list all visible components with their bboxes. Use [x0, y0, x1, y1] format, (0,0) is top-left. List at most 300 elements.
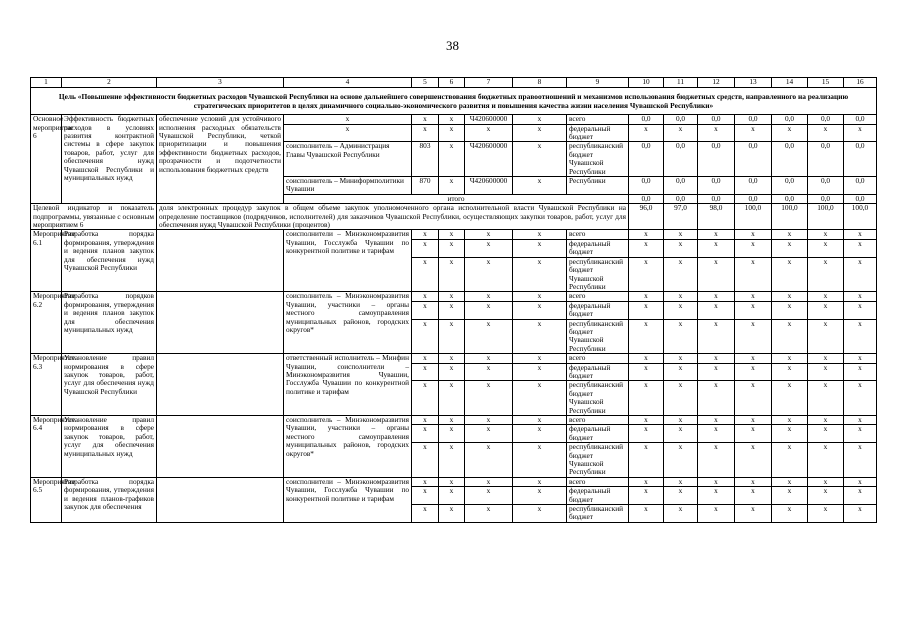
- column-number: 10: [629, 78, 664, 88]
- code-cell: x: [439, 487, 465, 505]
- indicator-value-cell: 100,0: [844, 204, 877, 230]
- value-cell: x: [772, 425, 808, 443]
- section-code-cell: x: [439, 142, 465, 177]
- gov-code-cell: x: [412, 124, 439, 142]
- code-cell: x: [412, 319, 439, 354]
- value-cell: x: [772, 487, 808, 505]
- value-cell: x: [735, 257, 772, 292]
- total-value-cell: 0,0: [629, 194, 664, 203]
- event-executor: соисполнители – Минэкономразвития Чувашии, Госслужба Чувашии по конкурентной политике и тарифам: [284, 477, 412, 522]
- funding-source-cell: всего: [567, 477, 629, 486]
- value-cell: x: [735, 416, 772, 425]
- goal-row: [31, 88, 877, 115]
- value-cell: x: [844, 292, 877, 301]
- event-label: Мероприятие 6.5: [31, 477, 62, 522]
- event-row: [31, 354, 877, 363]
- value-cell: x: [664, 257, 698, 292]
- value-cell: x: [772, 477, 808, 486]
- code-cell: x: [513, 230, 567, 239]
- value-cell: x: [844, 443, 877, 478]
- total-value-cell: 0,0: [772, 194, 808, 203]
- expense-code-cell: x: [513, 177, 567, 195]
- value-cell: x: [698, 425, 735, 443]
- event-executor: соисполнитель – Минэкономразвития Чувашии, участники – органы местного самоуправления муниципальных районов, городских округов*: [284, 292, 412, 354]
- value-cell: x: [698, 292, 735, 301]
- value-cell: x: [698, 301, 735, 319]
- main-activity-task: обеспечение условий для устойчивого исполнения расходных обязательств Чувашской Республики, четкой приоритизации и повышения эффективности бюджетных расходов, прозрачности и подотчетности использования бюджетных средств: [157, 115, 284, 204]
- column-number: 13: [735, 78, 772, 88]
- main-activity-row: [31, 115, 877, 124]
- value-cell: 0,0: [698, 177, 735, 195]
- value-cell: x: [698, 381, 735, 416]
- total-value-cell: 0,0: [698, 194, 735, 203]
- value-cell: x: [844, 301, 877, 319]
- section-code-cell: x: [439, 177, 465, 195]
- value-cell: x: [735, 381, 772, 416]
- code-cell: x: [412, 443, 439, 478]
- page-number: 38: [446, 38, 459, 53]
- event-task-cell: [157, 477, 284, 522]
- event-name: Разработка порядка формирования, утверждения и ведения планов-графиков закупок для обеспечения: [62, 477, 157, 522]
- code-cell: x: [513, 487, 567, 505]
- value-cell: x: [664, 239, 698, 257]
- indicator-value-cell: 100,0: [772, 204, 808, 230]
- value-cell: 0,0: [698, 142, 735, 177]
- column-number: 3: [157, 78, 284, 88]
- value-cell: x: [664, 319, 698, 354]
- value-cell: x: [844, 381, 877, 416]
- value-cell: x: [844, 505, 877, 523]
- indicator-text: доля электронных процедур закупок в общем объеме закупок уполномоченного органа исполнительной власти Чувашской Республики на определение поставщиков (подрядчиков, исполнителей) для заказчиков Чувашской Республики, осуществляющих закупки товаров, работ, услуг для обеспечения нужд Чувашской Республики (процентов): [157, 204, 629, 230]
- value-cell: x: [808, 363, 844, 381]
- code-cell: x: [465, 319, 513, 354]
- event-executor: ответственный исполнитель – Минфин Чувашии, соисполнители – Минэкономразвития Чувашии, Госслужба Чувашии по конкурентной политике и тарифам: [284, 354, 412, 416]
- value-cell: x: [664, 477, 698, 486]
- value-cell: x: [808, 477, 844, 486]
- event-label: Мероприятие 6.2: [31, 292, 62, 354]
- code-cell: x: [412, 354, 439, 363]
- funding-source-cell: республиканский бюджет: [567, 505, 629, 523]
- section-code-cell: x: [439, 115, 465, 124]
- value-cell: x: [844, 124, 877, 142]
- value-cell: x: [808, 443, 844, 478]
- code-cell: x: [412, 381, 439, 416]
- value-cell: x: [629, 443, 664, 478]
- value-cell: x: [735, 239, 772, 257]
- value-cell: 0,0: [629, 115, 664, 124]
- value-cell: x: [844, 257, 877, 292]
- code-cell: x: [439, 381, 465, 416]
- code-cell: x: [412, 487, 439, 505]
- value-cell: x: [808, 487, 844, 505]
- code-cell: x: [412, 505, 439, 523]
- value-cell: x: [629, 416, 664, 425]
- gov-code-cell: x: [412, 115, 439, 124]
- column-number: 5: [412, 78, 439, 88]
- value-cell: x: [772, 505, 808, 523]
- code-cell: x: [513, 319, 567, 354]
- code-cell: x: [439, 354, 465, 363]
- value-cell: x: [664, 301, 698, 319]
- event-name: Установление правил нормирования в сфере закупок товаров, работ, услуг для обеспечения муниципальных нужд: [62, 416, 157, 478]
- code-cell: x: [465, 505, 513, 523]
- value-cell: x: [808, 505, 844, 523]
- value-cell: x: [664, 443, 698, 478]
- value-cell: x: [772, 124, 808, 142]
- code-cell: x: [439, 443, 465, 478]
- value-cell: x: [735, 301, 772, 319]
- funding-source-cell: федеральный бюджет: [567, 487, 629, 505]
- section-code-cell: x: [439, 124, 465, 142]
- value-cell: x: [735, 443, 772, 478]
- indicator-value-cell: 97,0: [664, 204, 698, 230]
- value-cell: x: [698, 239, 735, 257]
- value-cell: x: [664, 354, 698, 363]
- event-name: Разработка порядков формирования, утверждения и ведения планов закупок для обеспечения муниципальных нужд: [62, 292, 157, 354]
- value-cell: 0,0: [735, 142, 772, 177]
- value-cell: x: [844, 239, 877, 257]
- value-cell: x: [772, 257, 808, 292]
- value-cell: 0,0: [735, 177, 772, 195]
- main-activity-label: Основное мероприятие 6: [31, 115, 62, 204]
- code-cell: x: [439, 505, 465, 523]
- column-number: 12: [698, 78, 735, 88]
- value-cell: x: [772, 443, 808, 478]
- value-cell: x: [808, 301, 844, 319]
- target-code-cell: x: [465, 124, 513, 142]
- executor-cell: x: [284, 124, 412, 142]
- value-cell: x: [698, 230, 735, 239]
- value-cell: x: [629, 319, 664, 354]
- value-cell: 0,0: [772, 115, 808, 124]
- code-cell: x: [513, 381, 567, 416]
- value-cell: 0,0: [844, 142, 877, 177]
- target-code-cell: Ч420600000: [465, 177, 513, 195]
- expense-code-cell: x: [513, 142, 567, 177]
- value-cell: x: [664, 124, 698, 142]
- value-cell: x: [629, 477, 664, 486]
- funding-source-cell: республиканский бюджет Чувашской Республики: [567, 142, 629, 177]
- event-task-cell: [157, 292, 284, 354]
- value-cell: 0,0: [698, 115, 735, 124]
- code-cell: x: [412, 301, 439, 319]
- value-cell: x: [698, 363, 735, 381]
- code-cell: x: [465, 239, 513, 257]
- code-cell: x: [513, 354, 567, 363]
- indicator-value-cell: 96,0: [629, 204, 664, 230]
- value-cell: x: [698, 443, 735, 478]
- value-cell: x: [772, 319, 808, 354]
- value-cell: x: [844, 416, 877, 425]
- event-task-cell: [157, 354, 284, 416]
- funding-source-cell: федеральный бюджет: [567, 425, 629, 443]
- code-cell: x: [513, 425, 567, 443]
- value-cell: x: [772, 239, 808, 257]
- value-cell: x: [735, 124, 772, 142]
- event-label: Мероприятие 6.4: [31, 416, 62, 478]
- value-cell: x: [772, 301, 808, 319]
- code-cell: x: [465, 487, 513, 505]
- value-cell: 0,0: [629, 142, 664, 177]
- value-cell: x: [698, 487, 735, 505]
- code-cell: x: [465, 425, 513, 443]
- event-task-cell: [157, 416, 284, 478]
- value-cell: x: [844, 363, 877, 381]
- value-cell: x: [772, 354, 808, 363]
- executor-cell: соисполнитель – Миниформполитики Чувашии: [284, 177, 412, 195]
- code-cell: x: [412, 257, 439, 292]
- value-cell: x: [735, 319, 772, 354]
- code-cell: x: [412, 477, 439, 486]
- value-cell: x: [664, 505, 698, 523]
- code-cell: x: [513, 505, 567, 523]
- value-cell: x: [772, 363, 808, 381]
- code-cell: x: [513, 239, 567, 257]
- value-cell: 0,0: [808, 142, 844, 177]
- total-value-cell: 0,0: [844, 194, 877, 203]
- value-cell: x: [698, 416, 735, 425]
- code-cell: x: [513, 443, 567, 478]
- column-number: 16: [844, 78, 877, 88]
- column-number: 9: [567, 78, 629, 88]
- value-cell: x: [844, 477, 877, 486]
- value-cell: x: [808, 292, 844, 301]
- value-cell: 0,0: [664, 177, 698, 195]
- column-number: 8: [513, 78, 567, 88]
- event-row: [31, 292, 877, 301]
- funding-source-cell: всего: [567, 230, 629, 239]
- code-cell: x: [465, 443, 513, 478]
- executor-cell: соисполнитель – Администрация Главы Чувашской Республики: [284, 142, 412, 177]
- indicator-row: [31, 204, 877, 230]
- code-cell: x: [513, 477, 567, 486]
- column-number: 6: [439, 78, 465, 88]
- funding-source-cell: всего: [567, 416, 629, 425]
- indicator-value-cell: 100,0: [808, 204, 844, 230]
- value-cell: 0,0: [772, 177, 808, 195]
- event-name: Разработка порядка формирования, утверждения и ведения планов закупок для обеспечения нужд Чувашской Республики: [62, 230, 157, 292]
- code-cell: x: [439, 319, 465, 354]
- total-value-cell: 0,0: [735, 194, 772, 203]
- value-cell: x: [629, 487, 664, 505]
- value-cell: 0,0: [808, 177, 844, 195]
- total-label: итого: [284, 194, 629, 203]
- total-value-cell: 0,0: [664, 194, 698, 203]
- code-cell: x: [439, 363, 465, 381]
- indicator-value-cell: 98,0: [698, 204, 735, 230]
- value-cell: x: [735, 477, 772, 486]
- code-cell: x: [465, 230, 513, 239]
- value-cell: x: [698, 319, 735, 354]
- value-cell: x: [698, 477, 735, 486]
- code-cell: x: [439, 477, 465, 486]
- value-cell: x: [772, 292, 808, 301]
- event-task-cell: [157, 230, 284, 292]
- value-cell: x: [629, 425, 664, 443]
- code-cell: x: [439, 425, 465, 443]
- code-cell: x: [439, 239, 465, 257]
- value-cell: x: [844, 230, 877, 239]
- value-cell: x: [629, 230, 664, 239]
- value-cell: x: [629, 124, 664, 142]
- code-cell: x: [465, 381, 513, 416]
- event-executor: соисполнитель – Минэкономразвития Чувашии, участники – органы местного самоуправления муниципальных районов, городских округов*: [284, 416, 412, 478]
- code-cell: x: [465, 292, 513, 301]
- target-code-cell: Ч420600000: [465, 115, 513, 124]
- program-table: [30, 77, 877, 523]
- value-cell: x: [629, 292, 664, 301]
- funding-source-cell: всего: [567, 292, 629, 301]
- value-cell: x: [844, 319, 877, 354]
- funding-source-cell: республиканский бюджет Чувашской Республики: [567, 257, 629, 292]
- funding-source-cell: федеральный бюджет: [567, 363, 629, 381]
- code-cell: x: [439, 257, 465, 292]
- column-number: 14: [772, 78, 808, 88]
- value-cell: x: [808, 319, 844, 354]
- code-cell: x: [513, 257, 567, 292]
- value-cell: x: [772, 381, 808, 416]
- code-cell: x: [513, 363, 567, 381]
- value-cell: x: [629, 257, 664, 292]
- column-number: 2: [62, 78, 157, 88]
- value-cell: x: [629, 381, 664, 416]
- code-cell: x: [439, 301, 465, 319]
- value-cell: 0,0: [808, 115, 844, 124]
- funding-source-cell: федеральный бюджет: [567, 124, 629, 142]
- total-value-cell: 0,0: [808, 194, 844, 203]
- code-cell: x: [412, 292, 439, 301]
- value-cell: x: [808, 425, 844, 443]
- indicator-value-cell: 100,0: [735, 204, 772, 230]
- code-cell: x: [465, 257, 513, 292]
- value-cell: x: [808, 381, 844, 416]
- value-cell: x: [772, 230, 808, 239]
- value-cell: x: [664, 416, 698, 425]
- value-cell: 0,0: [629, 177, 664, 195]
- value-cell: x: [735, 487, 772, 505]
- code-cell: x: [513, 416, 567, 425]
- value-cell: x: [735, 363, 772, 381]
- funding-source-cell: Республики: [567, 177, 629, 195]
- event-label: Мероприятие 6.3: [31, 354, 62, 416]
- value-cell: x: [664, 292, 698, 301]
- code-cell: x: [465, 416, 513, 425]
- code-cell: x: [412, 425, 439, 443]
- goal-text: Цель «Повышение эффективности бюджетных расходов Чувашской Республики на основе дальнейшего совершенствования бюджетных правоотношений и механизмов использования бюджетных средств, направленного на реализацию стратегических приоритетов в целях динамичного социально-экономического развития и повышения качества жизни населения Чувашской Республики»: [31, 88, 877, 115]
- expense-code-cell: x: [513, 124, 567, 142]
- funding-source-cell: федеральный бюджет: [567, 239, 629, 257]
- column-number: 15: [808, 78, 844, 88]
- value-cell: x: [808, 239, 844, 257]
- column-number: 4: [284, 78, 412, 88]
- executor-cell: x: [284, 115, 412, 124]
- value-cell: x: [629, 354, 664, 363]
- main-activity-name: Эффективность бюджетных расходов в условиях развития контрактной системы в сфере закупок товаров, работ, услуг для обеспечения нужд Чувашской Республики и муниципальных нужд: [62, 115, 157, 204]
- value-cell: x: [629, 301, 664, 319]
- indicator-label: Целевой индикатор и показатель подпрограммы, увязанные с основным мероприятием 6: [31, 204, 157, 230]
- target-code-cell: Ч420600000: [465, 142, 513, 177]
- value-cell: x: [808, 230, 844, 239]
- value-cell: 0,0: [844, 115, 877, 124]
- code-cell: x: [439, 292, 465, 301]
- value-cell: x: [698, 354, 735, 363]
- value-cell: x: [735, 292, 772, 301]
- value-cell: 0,0: [664, 115, 698, 124]
- event-name: Установление правил нормирования в сфере закупок товаров, работ, услуг для обеспечения нужд Чувашской Республики: [62, 354, 157, 416]
- value-cell: x: [664, 487, 698, 505]
- gov-code-cell: 870: [412, 177, 439, 195]
- code-cell: x: [412, 239, 439, 257]
- funding-source-cell: республиканский бюджет Чувашской Республики: [567, 381, 629, 416]
- value-cell: x: [664, 230, 698, 239]
- value-cell: x: [735, 505, 772, 523]
- event-label: Мероприятие 6.1: [31, 230, 62, 292]
- code-cell: x: [465, 354, 513, 363]
- column-number-row: [31, 78, 877, 88]
- value-cell: x: [735, 425, 772, 443]
- value-cell: 0,0: [735, 115, 772, 124]
- gov-code-cell: 803: [412, 142, 439, 177]
- value-cell: x: [808, 257, 844, 292]
- value-cell: x: [844, 425, 877, 443]
- value-cell: x: [664, 425, 698, 443]
- value-cell: x: [629, 239, 664, 257]
- event-executor: соисполнители – Минэкономразвития Чувашии, Госслужба Чувашии по конкурентной политике и тарифам: [284, 230, 412, 292]
- code-cell: x: [439, 230, 465, 239]
- value-cell: x: [844, 354, 877, 363]
- value-cell: 0,0: [844, 177, 877, 195]
- value-cell: x: [629, 505, 664, 523]
- value-cell: x: [735, 230, 772, 239]
- event-row: [31, 416, 877, 425]
- value-cell: x: [808, 416, 844, 425]
- funding-source-cell: всего: [567, 354, 629, 363]
- event-row: [31, 477, 877, 486]
- value-cell: x: [664, 363, 698, 381]
- funding-source-cell: федеральный бюджет: [567, 301, 629, 319]
- code-cell: x: [465, 477, 513, 486]
- value-cell: 0,0: [772, 142, 808, 177]
- funding-source-cell: республиканский бюджет Чувашской Республики: [567, 319, 629, 354]
- event-row: [31, 230, 877, 239]
- value-cell: x: [698, 124, 735, 142]
- value-cell: x: [844, 487, 877, 505]
- code-cell: x: [412, 416, 439, 425]
- funding-source-cell: республиканский бюджет Чувашской Республики: [567, 443, 629, 478]
- code-cell: x: [513, 301, 567, 319]
- value-cell: x: [808, 124, 844, 142]
- code-cell: x: [412, 363, 439, 381]
- value-cell: x: [698, 505, 735, 523]
- value-cell: x: [629, 363, 664, 381]
- value-cell: x: [735, 354, 772, 363]
- column-number: 11: [664, 78, 698, 88]
- code-cell: x: [439, 416, 465, 425]
- value-cell: x: [772, 416, 808, 425]
- value-cell: x: [808, 354, 844, 363]
- funding-source-cell: всего: [567, 115, 629, 124]
- column-number: 7: [465, 78, 513, 88]
- expense-code-cell: x: [513, 115, 567, 124]
- code-cell: x: [412, 230, 439, 239]
- column-number: 1: [31, 78, 62, 88]
- value-cell: 0,0: [664, 142, 698, 177]
- code-cell: x: [465, 301, 513, 319]
- code-cell: x: [513, 292, 567, 301]
- code-cell: x: [465, 363, 513, 381]
- value-cell: x: [664, 381, 698, 416]
- value-cell: x: [698, 257, 735, 292]
